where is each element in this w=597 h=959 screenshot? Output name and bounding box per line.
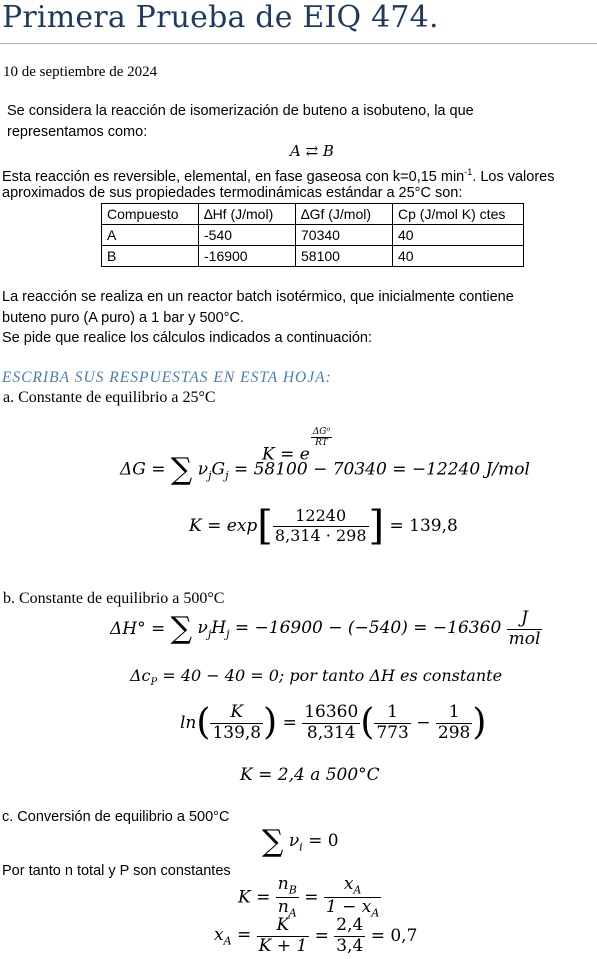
part-c-sum-equation [262,824,339,859]
inv-298-den: 298 [437,722,471,743]
nu-subscript: i [299,840,303,854]
table-header-cell: Cp (J/mol K) ctes [393,204,524,225]
answers-heading: ESCRIBA SUS RESPUESTAS EN ESTA HOJA: [2,369,332,386]
inv-298-num: 1 [448,702,460,722]
nu-symbol: ν [288,830,300,851]
part-c-label: c. Conversión de equilibrio a 500°C [2,809,230,825]
sum-symbol: ∑ [170,452,193,487]
nb-sub: B [288,883,297,897]
conditions-line-3: Se pide que realice los cálculos indicados a continuación: [2,330,372,346]
k-num: K [276,915,290,935]
na-sub: A [288,906,297,920]
part-a-k-result: = 139,8 [389,516,458,536]
part-b-deltah-mid: = −16900 − (−540) = −16360 [229,617,502,638]
sum-symbol: ∑ [170,611,193,647]
table-cell: -16900 [199,246,296,267]
table-header-cell: ∆Hf (J/mol) [199,204,296,225]
inv-773-num: 1 [387,702,398,722]
table-cell: 40 [393,246,524,267]
equals: = [282,713,297,734]
g-subscript: j [225,468,229,482]
part-a-deltag-lhs: ΔG = [120,459,171,480]
ln-rhs-num: 16360 [304,702,359,722]
g-symbol: G [211,459,226,480]
ln-k-num: K [230,702,244,722]
left-bracket: [ [257,503,273,549]
numeric-num: 2,4 [336,915,364,935]
part-a-deltag-rhs: = 58100 − 70340 = −12240 J/mol [228,459,530,480]
title-divider [0,43,597,44]
table-header-cell: ∆Gf (J/mol) [296,204,393,225]
part-c-k-lhs: K = [238,887,271,908]
intro-line-4: aproximados de sus propiedades termodinámicas estándar a 25°C son: [2,185,463,201]
table-cell: 40 [393,225,524,246]
equals: = [231,924,252,945]
nu-subscript: j [207,627,212,641]
inv-773-fraction [374,703,410,743]
xa-fraction [324,875,381,920]
part-b-deltah-lhs: ΔH° = [110,619,171,640]
xa-sub: A [353,883,362,897]
table-cell: 58100 [296,246,393,267]
numeric-den: 3,4 [336,935,364,956]
xa-x: x [343,874,354,894]
part-b-label: b. Constante de equilibrio a 500°C [3,590,225,607]
part-b-deltacp-equation [130,666,502,688]
properties-table [101,203,524,267]
nu-symbol: ν [197,617,208,638]
part-b-sum-body [197,617,502,641]
intro-line-2: representamos como: [7,124,148,140]
intro-line-1: Se considera la reacción de isomerización de buteno a isobuteno, la que [7,103,474,119]
deltacp-symbol: Δc [130,666,151,685]
intro-line-3-exponent: -1 [464,167,473,177]
xa-result: = 0,7 [370,926,418,947]
conditions-line-2: buteno puro (A puro) a 1 bar y 500°C. [2,310,244,326]
xa-lhs-sub: A [223,934,232,948]
part-b-result: K = 2,4 a 500°C [240,765,380,785]
deltacp-rhs: = 40 − 40 = 0; por tanto ΔH es constante [157,666,503,685]
one-minus-xa-sub: A [371,906,380,920]
h-subscript: j [226,627,230,641]
k-over-k1-fraction [257,916,310,956]
xa-lhs-x: x [214,924,224,945]
table-header-cell: Compuesto [102,204,199,225]
part-a-exp-fraction [311,427,332,449]
equals: = [304,887,319,908]
part-a-k-lhs: K = exp [189,516,258,536]
left-paren: ( [360,702,375,744]
ln-symbol: ln [180,713,197,734]
reaction-equation: A ⇄ B [290,142,334,160]
deltacp-subscript: P [150,677,158,689]
na-n: n [277,897,289,918]
part-a-label: a. Constante de equilibrio a 25°C [3,389,216,406]
part-c-text: Por tanto n total y P son constantes [2,863,231,879]
part-c-sum-body [288,830,339,854]
right-paren: ) [263,702,278,744]
part-a-k-num: 12240 [295,506,347,526]
nb-na-fraction [276,875,299,920]
table-header-row [102,204,524,225]
intro-line-3-text: Esta reacción es reversible, elemental, en fase gaseosa con k=0,15 min [2,168,465,185]
table-row [102,246,524,267]
part-a-k-fraction [273,507,369,545]
nb-numerator [276,875,299,897]
table-cell: 70340 [296,225,393,246]
part-a-k-den: 8,314 · 298 [274,525,367,545]
part-a-k-equation [189,503,458,549]
table-cell: -540 [199,225,296,246]
nu-subscript: j [208,468,212,482]
ln-rhs-fraction [302,703,360,743]
k1-den: K + 1 [258,935,308,956]
nb-n: n [277,874,289,894]
table-cell: B [102,246,199,267]
left-paren: ( [196,702,211,744]
page-title: Primera Prueba de EIQ 474. [2,0,439,35]
date: 10 de septiembre de 2024 [3,64,158,80]
right-paren: ) [472,702,487,744]
part-c-xa-equation [214,916,417,956]
part-b-ln-equation [180,703,486,743]
unit-fraction [507,609,543,649]
intro-line-3-end: . Los valores [472,168,555,185]
unit-den: mol [508,628,541,649]
xa-numerator [324,875,381,897]
xa-lhs [214,924,252,948]
conditions-line-1: La reacción se realiza en un reactor batch isotérmico, que inicialmente contiene [2,289,514,305]
ln-rhs-den: 8,314 [302,723,360,744]
inv-298-fraction [436,703,472,743]
right-bracket: ] [368,503,385,549]
part-c-sum-rhs: = 0 [302,830,339,851]
ln-k-fraction [210,703,263,743]
part-a-exp-lhs: K = e [262,444,310,465]
minus: − [416,713,431,734]
table-cell: A [102,225,199,246]
nu-symbol: ν [197,459,209,480]
part-c-k-equation [238,875,381,920]
unit-num: J [507,609,543,630]
sum-symbol: ∑ [262,824,284,859]
h-symbol: H [211,617,227,638]
inv-773-den: 773 [376,722,409,743]
ln-k-den: 139,8 [212,722,262,743]
numeric-fraction [334,916,365,956]
part-a-exp-den: RT [311,437,332,448]
table-row [102,225,524,246]
one-minus-xa: 1 − x [325,897,372,918]
equals: = [314,926,329,947]
part-b-deltah-equation [110,609,542,649]
part-a-exp-num: ΔG⁰ [312,427,331,437]
